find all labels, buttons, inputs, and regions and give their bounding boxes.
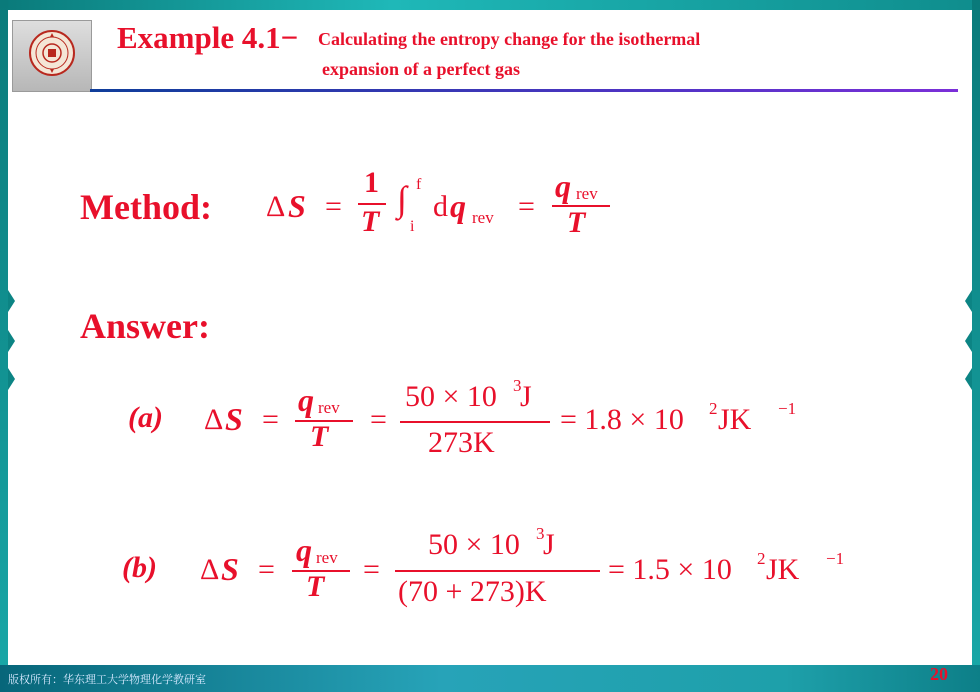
right-notch (965, 290, 972, 312)
integral-upper-limit: f (416, 176, 422, 193)
denominator-value: 273K (428, 426, 495, 459)
result-exponent: 2 (709, 399, 718, 418)
differential-d: d (433, 190, 448, 223)
heat-symbol: q (450, 188, 466, 224)
left-notch (8, 368, 15, 390)
delta-symbol: Δ (266, 190, 286, 223)
part-b-tag: (b) (122, 551, 157, 584)
top-border (0, 0, 980, 10)
equals-sign: = (370, 403, 387, 436)
footer-copyright: 版权所有：华东理工大学物理化学教研室 (8, 673, 206, 686)
slide-title: Example 4.1− (117, 20, 299, 55)
right-notch (965, 368, 972, 390)
delta-symbol: Δ (200, 553, 220, 586)
slide-subtitle-line1: Calculating the entropy change for the isothermal (318, 29, 701, 49)
fraction-bar (395, 570, 600, 572)
equals-sign: = (518, 190, 535, 223)
logo-box (12, 20, 92, 92)
integral-lower-limit: i (410, 218, 415, 235)
title-underline (90, 89, 958, 92)
integral-sign: ∫ (397, 179, 407, 219)
equals-sign: = (262, 403, 279, 436)
temperature-symbol: T (567, 206, 586, 239)
entropy-symbol: S (288, 188, 306, 224)
heat-symbol: q (296, 532, 312, 568)
temperature-symbol: T (361, 205, 380, 238)
fraction-numerator: 1 (364, 166, 379, 199)
temperature-symbol: T (306, 570, 325, 603)
entropy-symbol: S (221, 551, 239, 587)
numerator-exponent: 3 (536, 524, 545, 543)
university-seal-icon (28, 29, 76, 77)
result-unit-exponent: −1 (778, 399, 797, 418)
rev-subscript: rev (316, 548, 338, 567)
left-notch (8, 290, 15, 312)
answer-label: Answer: (80, 306, 210, 346)
result-unit: JK (766, 553, 800, 586)
page-number: 20 (930, 664, 948, 684)
numerator-value: 50 × 10 (405, 380, 497, 413)
result-unit: JK (718, 403, 752, 436)
denominator-value: (70 + 273)K (398, 575, 547, 608)
numerator-unit: J (520, 380, 532, 413)
entropy-symbol: S (225, 401, 243, 437)
left-notch (8, 330, 15, 352)
slide-subtitle-line2: expansion of a perfect gas (322, 59, 520, 79)
delta-symbol: Δ (204, 403, 224, 436)
heat-symbol: q (298, 382, 314, 418)
result-exponent: 2 (757, 549, 766, 568)
heat-symbol: q (555, 168, 571, 204)
equals-sign: = (363, 553, 380, 586)
equals-sign: = (258, 553, 275, 586)
right-notch (965, 330, 972, 352)
method-label: Method: (80, 187, 212, 227)
rev-subscript: rev (576, 184, 598, 203)
numerator-exponent: 3 (513, 376, 522, 395)
fraction-bar (400, 421, 550, 423)
rev-subscript: rev (318, 398, 340, 417)
right-border (972, 0, 980, 692)
result-unit-exponent: −1 (826, 549, 845, 568)
numerator-value: 50 × 10 (428, 528, 520, 561)
result-value: = 1.5 × 10 (608, 553, 732, 586)
part-a-tag: (a) (128, 401, 163, 434)
temperature-symbol: T (310, 420, 329, 453)
equals-sign: = (325, 190, 342, 223)
result-value: = 1.8 × 10 (560, 403, 684, 436)
rev-subscript: rev (472, 208, 494, 227)
numerator-unit: J (543, 528, 555, 561)
left-border (0, 0, 8, 692)
